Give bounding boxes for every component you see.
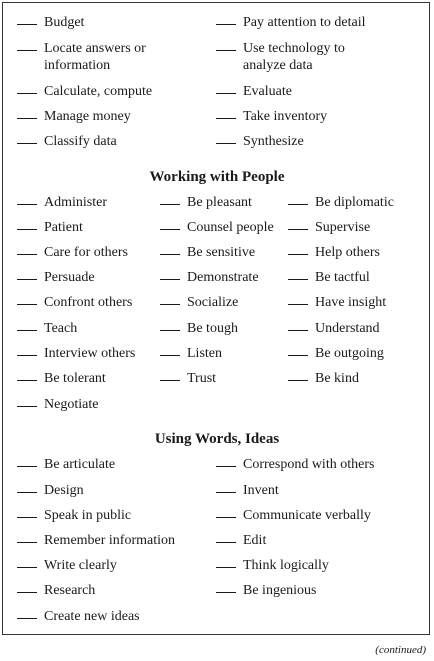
blank-line[interactable] (216, 592, 236, 593)
checklist-item[interactable] (216, 456, 374, 473)
checklist-item[interactable] (17, 194, 107, 211)
item-label: Negotiate (44, 397, 99, 412)
item-label: Help others (315, 245, 380, 260)
blank-line[interactable] (160, 355, 180, 356)
item-label: Be articulate (44, 457, 116, 472)
item-label: Think logically (243, 558, 329, 573)
item-label: Be diplomatic (315, 195, 394, 210)
item-label: Demonstrate (187, 270, 259, 285)
checklist-item-use-technology[interactable] (216, 40, 401, 74)
item-label: Teach (44, 321, 78, 336)
blank-line[interactable] (216, 466, 236, 467)
section-heading-working-with-people: Working with People (149, 169, 285, 185)
blank-line[interactable] (288, 304, 308, 305)
item-label: Locate answers or information (44, 41, 146, 73)
checklist-item[interactable] (160, 370, 216, 387)
checklist-item[interactable] (160, 269, 259, 286)
checklist-item[interactable] (160, 320, 238, 337)
item-label: Persuade (44, 270, 95, 285)
blank-line[interactable] (288, 355, 308, 356)
item-label: Care for others (44, 245, 128, 260)
blank-line[interactable] (288, 229, 308, 230)
checklist-item-synthesize[interactable] (216, 133, 304, 150)
blank-line[interactable] (17, 143, 37, 144)
item-label: Be tactful (315, 270, 370, 285)
item-label: Communicate verbally (243, 508, 371, 523)
checklist-item-budget[interactable] (17, 14, 84, 31)
item-label: Use technology to analyze data (243, 41, 345, 73)
checklist-item[interactable] (160, 345, 222, 362)
checklist-item[interactable] (17, 557, 117, 574)
blank-line[interactable] (216, 143, 236, 144)
blank-line[interactable] (216, 492, 236, 493)
checklist-item-manage-money[interactable] (17, 108, 131, 125)
item-label: Correspond with others (243, 457, 375, 472)
item-label: Administer (44, 195, 107, 210)
checklist-item[interactable] (216, 557, 329, 574)
blank-line[interactable] (17, 93, 37, 94)
checklist-item[interactable] (288, 370, 359, 387)
blank-line[interactable] (17, 50, 37, 51)
blank-line[interactable] (17, 118, 37, 119)
item-label: Be pleasant (187, 195, 252, 210)
checklist-item[interactable] (288, 345, 384, 362)
item-label: Speak in public (44, 508, 132, 523)
checklist-item[interactable] (17, 456, 115, 473)
checklist-item[interactable] (17, 244, 128, 261)
checklist-item[interactable] (288, 269, 370, 286)
blank-line[interactable] (17, 304, 37, 305)
checklist-item-classify-data[interactable] (17, 133, 117, 150)
checklist-item-take-inventory[interactable] (216, 108, 327, 125)
item-label: Classify data (44, 134, 117, 149)
blank-line[interactable] (216, 93, 236, 94)
blank-line[interactable] (17, 279, 37, 280)
blank-line[interactable] (17, 592, 37, 593)
blank-line[interactable] (17, 380, 37, 381)
item-label: Write clearly (44, 558, 117, 573)
checklist-item[interactable] (160, 219, 274, 236)
checklist-item[interactable] (288, 294, 386, 311)
item-label: Invent (243, 483, 279, 498)
item-label: Manage money (44, 109, 131, 124)
checklist-item[interactable] (288, 244, 380, 261)
section-heading-using-words-ideas: Using Words, Ideas (154, 431, 280, 447)
checklist-item[interactable] (17, 345, 135, 362)
checklist-item[interactable] (17, 532, 175, 549)
checklist-item-locate-answers[interactable] (17, 40, 202, 74)
blank-line[interactable] (160, 304, 180, 305)
checklist-item[interactable] (17, 396, 98, 413)
item-label: Edit (243, 533, 267, 548)
checklist-item[interactable] (288, 194, 394, 211)
item-label: Confront others (44, 295, 133, 310)
item-label: Supervise (315, 220, 371, 235)
blank-line[interactable] (17, 254, 37, 255)
checklist-item[interactable] (17, 294, 132, 311)
item-label: Trust (187, 371, 217, 386)
blank-line[interactable] (216, 24, 236, 25)
checklist-item[interactable] (17, 507, 131, 524)
checklist-item[interactable] (17, 320, 77, 337)
blank-line[interactable] (17, 567, 37, 568)
item-label: Be ingenious (243, 583, 317, 598)
blank-line[interactable] (17, 229, 37, 230)
item-label: Understand (315, 321, 380, 336)
item-label: Patient (44, 220, 83, 235)
blank-line[interactable] (160, 380, 180, 381)
blank-line[interactable] (216, 517, 236, 518)
blank-line[interactable] (288, 279, 308, 280)
blank-line[interactable] (160, 279, 180, 280)
blank-line[interactable] (216, 118, 236, 119)
checklist-item[interactable] (17, 608, 140, 625)
item-label: Socialize (187, 295, 239, 310)
blank-line[interactable] (216, 50, 236, 51)
checklist-item[interactable] (160, 244, 255, 261)
blank-line[interactable] (17, 24, 37, 25)
blank-line[interactable] (216, 567, 236, 568)
item-label: Have insight (315, 295, 387, 310)
blank-line[interactable] (17, 542, 37, 543)
checklist-item[interactable] (160, 194, 252, 211)
checklist-item[interactable] (216, 532, 266, 549)
blank-line[interactable] (216, 542, 236, 543)
checklist-item[interactable] (216, 582, 317, 599)
item-label: Pay attention to detail (243, 15, 366, 30)
blank-line[interactable] (288, 380, 308, 381)
item-label: Take inventory (243, 109, 328, 124)
item-label: Remember information (44, 533, 176, 548)
item-label: Create new ideas (44, 609, 140, 624)
item-label: Listen (187, 346, 222, 361)
blank-line[interactable] (160, 254, 180, 255)
checklist-item[interactable] (216, 507, 371, 524)
item-label: Design (44, 483, 84, 498)
item-label: Research (44, 583, 96, 598)
blank-line[interactable] (17, 355, 37, 356)
blank-line[interactable] (160, 330, 180, 331)
item-label: Be tough (187, 321, 238, 336)
blank-line[interactable] (288, 254, 308, 255)
item-label: Be kind (315, 371, 359, 386)
blank-line[interactable] (17, 330, 37, 331)
checklist-item[interactable] (17, 370, 106, 387)
checklist-item[interactable] (288, 320, 380, 337)
blank-line[interactable] (17, 492, 37, 493)
checklist-item-calculate[interactable] (17, 83, 152, 100)
checklist-item-evaluate[interactable] (216, 83, 292, 100)
checklist-item[interactable] (17, 269, 95, 286)
item-label: Counsel people (187, 220, 274, 235)
checklist-item[interactable] (17, 582, 95, 599)
blank-line[interactable] (17, 517, 37, 518)
checklist-item[interactable] (216, 482, 279, 499)
checklist-item[interactable] (160, 294, 238, 311)
blank-line[interactable] (17, 406, 37, 407)
blank-line[interactable] (17, 204, 37, 205)
blank-line[interactable] (17, 618, 37, 619)
item-label: Calculate, compute (44, 84, 153, 99)
item-label: Evaluate (243, 84, 292, 99)
continued-label: (continued) (375, 644, 426, 656)
checklist-item[interactable] (17, 219, 83, 236)
item-label: Be sensitive (187, 245, 256, 260)
checklist-item[interactable] (288, 219, 370, 236)
blank-line[interactable] (288, 204, 308, 205)
item-label: Synthesize (243, 134, 304, 149)
checklist-item-pay-attention[interactable] (216, 14, 365, 31)
blank-line[interactable] (288, 330, 308, 331)
item-label: Be tolerant (44, 371, 106, 386)
blank-line[interactable] (17, 466, 37, 467)
blank-line[interactable] (160, 229, 180, 230)
item-label: Interview others (44, 346, 136, 361)
checklist-item[interactable] (17, 482, 84, 499)
blank-line[interactable] (160, 204, 180, 205)
item-label: Budget (44, 15, 85, 30)
item-label: Be outgoing (315, 346, 384, 361)
